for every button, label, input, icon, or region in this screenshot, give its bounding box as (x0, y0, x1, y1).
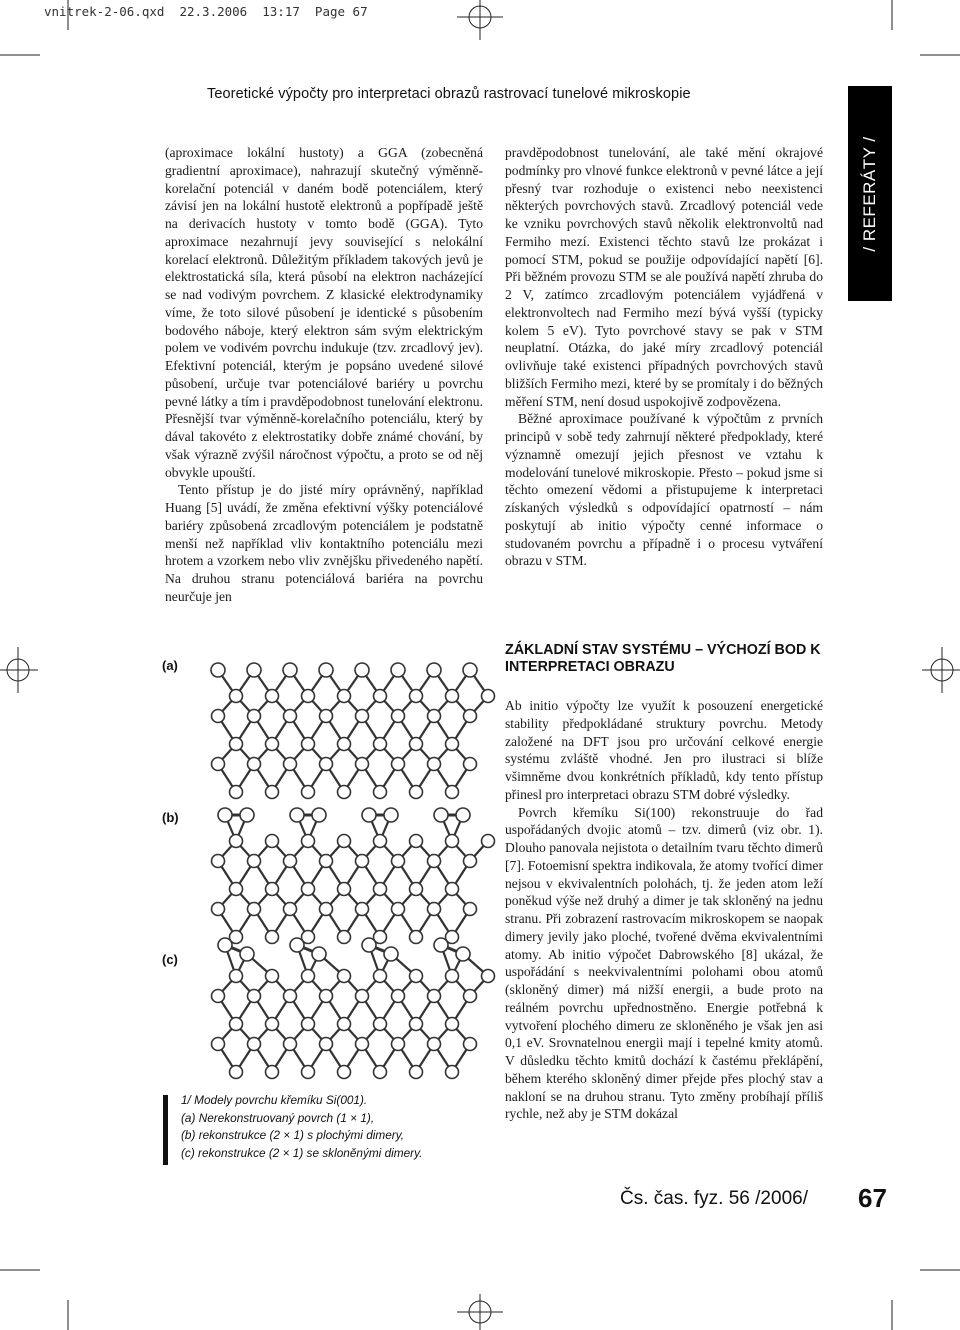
atom (374, 970, 387, 983)
atom (212, 758, 225, 771)
atom (312, 947, 326, 961)
atom (428, 758, 441, 771)
atom (320, 855, 333, 868)
journal-reference: Čs. čas. fyz. 56 /2006/ (620, 1188, 808, 1209)
atom (434, 808, 448, 822)
caption-bar (163, 1095, 168, 1165)
atom (302, 1066, 315, 1079)
atom (248, 990, 261, 1003)
left-column (165, 144, 483, 606)
atom (302, 835, 315, 848)
atom (212, 990, 225, 1003)
atom (446, 1018, 459, 1031)
atom (230, 690, 243, 703)
atom (456, 947, 470, 961)
atom (446, 786, 459, 799)
atom (428, 710, 441, 723)
atom (320, 1038, 333, 1051)
paragraph: pravděpodobnost tunelování, ale také mění okrajové podmínky pro vlnové funkce elektronů v pevné látce a její přesný tvar rozhoduje o existenci nebo neexistenci některých povrchových stavů. Zrcadlový potenciál vede ke vzniku povrchových stavů několik elektronvoltů nad Fermiho mezí. Existenci těchto stavů lze prokázat i pomocí STM, pokud se použije odpovídající napětí [6]. Při běžném provozu STM se ale používá napětí zhruba do 2 V, zatímco zrcadlovým potenciálem vyjádřená v elektronvoltech nad Fermiho mezí bývá vyšší (typicky kolem 5 eV). Tyto povrchové stavy se pak v STM neuplatní. Otázka, do jaké míry zrcadlový potenciál ovlivňuje také existenci případných povrchových stavů bližších Fermiho mezi, které by se promítaly i do běžných měření STM, není dosud uspokojivě zodpovězena. (505, 145, 823, 409)
atom (464, 855, 477, 868)
paragraph: Povrch křemíku Si(100) rekonstruuje do řad uspořádaných dvojic atomů – tzv. dimerů (viz obr. 1). Dlouho panovala nejistota o detailním tvaru těchto dimerů [7]. Fotoemisní spektra indikovala, že atomy tvořící dimer nejsou v ekvivalentních polohách, tj. že jeden atom leží poněkud výše než druhý a dimer je tak skloněný na jednu stranu. Při zobrazení rastrovacím mikroskopem se naopak dimery jevily jako ploché, tvořené dvěma ekvivalentními atomy. Ab initio výpočet Dabrowského [8] ukázal, že uspořádání s neekvivalentními polohami obou atomů (skloněný dimer) má nižší energii, a bude proto na reálném povrchu upřednostněno. Energie potřebná k vytvoření plochého dimeru ze skloněného je však jen asi 0,1 eV. Srovnatelnou energii mají i tepelné kmity atomů. V důsledku těchto kmitů dochází k častému překlápění, během kterého skloněný dimer přejde přes plochý stav a nakloní se na druhou stranu. Tyto změny probíhají příliš rychle, než aby je STM dokázal (505, 804, 823, 1122)
atom (218, 808, 232, 822)
panel-label-c: (c) (162, 952, 178, 967)
atom (362, 938, 376, 952)
atom (463, 663, 477, 677)
atom (266, 786, 279, 799)
atom (446, 970, 459, 983)
atom (384, 947, 398, 961)
atom (266, 835, 279, 848)
atom (456, 808, 470, 822)
atom (392, 710, 405, 723)
section-heading: ZÁKLADNÍ STAV SYSTÉMU – VÝCHOZÍ BOD K INTERPRETACI OBRAZU (505, 642, 821, 675)
atom (338, 970, 351, 983)
atom (212, 1038, 225, 1051)
atom (266, 690, 279, 703)
atom (284, 710, 297, 723)
atom (446, 835, 459, 848)
atom (384, 808, 398, 822)
atom (266, 1066, 279, 1079)
atom (356, 903, 369, 916)
atom (230, 970, 243, 983)
panel-label-b: (b) (162, 810, 179, 825)
atom (248, 903, 261, 916)
atom (374, 738, 387, 751)
paragraph: Ab initio výpočty lze využít k posouzení energetické stability předpokládané struktury povrchu. Metody založené na DFT jsou pro určování celkové energie systému zvláště vhodné. Jen pro ilustraci si blíže všimněme dvou konkrétních příkladů, kdy tento přístup přinesl pro interpretaci obrazu STM dobré výsledky. (505, 698, 823, 802)
paragraph: Tento přístup je do jisté míry oprávněný, například Huang [5] uvádí, že změna efektivní výšky potenciálové bariéry způsobená zrcadlovým potenciálem je podstatně menší než například vliv kontaktního potenciálu mezi hrotem a vzorkem nebo vliv zvnějšku přivedeného napětí. Na druhou stranu potenciálová bariéra na povrchu neurčuje jen (165, 482, 483, 604)
atom (230, 1066, 243, 1079)
atom (482, 835, 495, 848)
atom (320, 903, 333, 916)
atom (464, 903, 477, 916)
atom (240, 947, 254, 961)
atom (374, 1066, 387, 1079)
atom (212, 903, 225, 916)
atom (392, 990, 405, 1003)
figure-silicon-models (162, 650, 492, 1080)
atom (320, 990, 333, 1003)
atom (410, 970, 423, 983)
atom (284, 990, 297, 1003)
atom (374, 690, 387, 703)
atom (284, 903, 297, 916)
atom (428, 1038, 441, 1051)
atom (356, 990, 369, 1003)
atom (356, 758, 369, 771)
atom (482, 690, 495, 703)
atom (427, 663, 441, 677)
atom (392, 758, 405, 771)
atom (428, 855, 441, 868)
atom (290, 808, 304, 822)
atom (446, 1066, 459, 1079)
atom (338, 786, 351, 799)
atom (392, 855, 405, 868)
atom (338, 931, 351, 944)
atom (302, 786, 315, 799)
atom (302, 738, 315, 751)
atom (374, 1018, 387, 1031)
caption-line: (b) rekonstrukce (2 × 1) s plochými dimery, (181, 1128, 405, 1142)
running-head: Teoretické výpočty pro interpretaci obrazů rastrovací tunelové mikroskopie (207, 86, 691, 102)
caption-line: (c) rekonstrukce (2 × 1) se skloněnými dimery. (181, 1145, 423, 1160)
atom (320, 758, 333, 771)
atom (230, 883, 243, 896)
atom (302, 883, 315, 896)
atom (302, 690, 315, 703)
atom (410, 1066, 423, 1079)
atom (374, 786, 387, 799)
caption-line: (a) Nerekonstruovaný povrch (1 × 1), (181, 1110, 375, 1125)
atom (247, 663, 261, 677)
atom (248, 1038, 261, 1051)
lattice-illustration (198, 650, 498, 1080)
atom (434, 938, 448, 952)
atom (212, 855, 225, 868)
atom (446, 883, 459, 896)
atom (248, 855, 261, 868)
section-tab-label: / REFERÁTY / (860, 135, 879, 252)
atom (410, 931, 423, 944)
panel-label-a: (a) (162, 658, 178, 673)
print-slug: vnitrek-2-06.qxd 22.3.2006 13:17 Page 67 (44, 4, 368, 19)
atom (446, 690, 459, 703)
paragraph: (aproximace lokální hustoty) a GGA (zobecněná gradientní aproximace), nahrazují skutečný výměnně-korelační potenciál v daném bodě potenciálem, který závisí jen na lokální hustotě elektronů a popřípadě ještě na derivacích hustoty v tomto bodě (GGA). Tyto aproximace nezahrnují jevy související s nelokální korelací elektronů. Důležitým příkladem takových jevů je elektrostatická síla, která působí na elektron nacházející se nad vodivým povrchem. Z klasické elektrodynamiky víme, že toto silové působení je identické s působením bodového náboje, který elektron sám svým elektrickým polem ve vodivém povrchu indukuje (tzv. zrcadlový jev). Efektivní potenciál, kterým je popsáno uvedené silové působení, určuje tvar potenciálové bariéry u povrchu pevné látky a tím i pravděpodobnost tunelování elektronu. Přesnější tvar výměnně-korelačního potenciálu, který by dával takovéto z elektrostatiky dobře známé chování, by však výrazně zvýšil náročnost výpočtu, a proto se od něj obvykle upouští. (165, 145, 483, 480)
atom (464, 710, 477, 723)
atom (266, 1018, 279, 1031)
atom (302, 970, 315, 983)
atom (211, 663, 225, 677)
atom (302, 1018, 315, 1031)
atom (410, 1018, 423, 1031)
atom (266, 738, 279, 751)
atom (446, 738, 459, 751)
atom (392, 903, 405, 916)
atom (212, 710, 225, 723)
atom (338, 1066, 351, 1079)
atom (410, 738, 423, 751)
atom (230, 786, 243, 799)
atom (266, 931, 279, 944)
atom (248, 710, 261, 723)
atom (356, 855, 369, 868)
atom (319, 663, 333, 677)
atom (338, 738, 351, 751)
atom (374, 835, 387, 848)
atom (410, 786, 423, 799)
atom (410, 690, 423, 703)
atom (230, 1018, 243, 1031)
atom (230, 738, 243, 751)
right-column-bottom (505, 697, 823, 1123)
atom (356, 1038, 369, 1051)
atom (338, 690, 351, 703)
atom (338, 835, 351, 848)
atom (464, 1038, 477, 1051)
atom (356, 710, 369, 723)
page-number: 67 (858, 1183, 887, 1213)
atom (482, 970, 495, 983)
atom (218, 938, 232, 952)
atom (320, 710, 333, 723)
atom (374, 883, 387, 896)
section-tab (848, 86, 892, 301)
atom (230, 835, 243, 848)
atom (284, 855, 297, 868)
atom (410, 835, 423, 848)
atom (248, 758, 261, 771)
figure-caption (181, 1092, 481, 1162)
atom (464, 990, 477, 1003)
atom (355, 663, 369, 677)
atom (428, 903, 441, 916)
atom (284, 1038, 297, 1051)
atom (410, 883, 423, 896)
atom (266, 970, 279, 983)
atom (391, 663, 405, 677)
atom (312, 808, 326, 822)
atom (283, 663, 297, 677)
paragraph: Běžné aproximace používané k výpočtům z prvních principů v sobě tedy zahrnují některé předpoklady, které významně omezují jejich přesnost ve vztahu k modelování tunelové mikroskopie. Přesto – pokud jsme si těchto omezení vědomi a přistupujeme k interpretaci získaných výsledků s odpovídající opatrností – nám poskytují ab initio výpočty cenné informace o studovaném povrchu a případně i o procesu vytváření obrazu v STM. (505, 411, 823, 569)
atom (266, 883, 279, 896)
right-column-top (505, 144, 823, 570)
atom (290, 938, 304, 952)
atom (338, 1018, 351, 1031)
atom (428, 990, 441, 1003)
atom (284, 758, 297, 771)
atom (338, 883, 351, 896)
atom (362, 808, 376, 822)
caption-line: 1/ Modely povrchu křemíku Si(001). (181, 1093, 368, 1107)
atom (392, 1038, 405, 1051)
atom (464, 758, 477, 771)
atom (240, 808, 254, 822)
